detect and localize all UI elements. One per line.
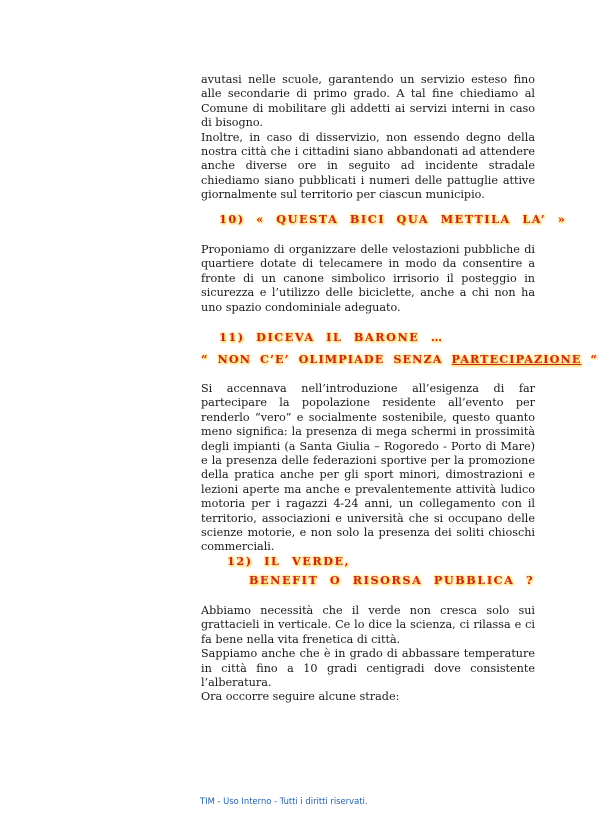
section-12-heading-line1: 12) IL VERDE, <box>227 554 351 568</box>
section-11-heading-line2 <box>201 352 598 366</box>
section-11-heading-line1: 11) DICEVA IL BARONE … <box>219 330 444 344</box>
footer-classification: TIM - Uso Interno - Tutti i diritti riservati. <box>200 796 368 806</box>
paragraph: Abbiamo necessità che il verde non cresca solo sui grattacieli in verticale. Ce lo dice la scienza, ci rilassa e ci fa bene nella vita frenetica di città. <box>201 604 535 646</box>
paragraph: avutasi nelle scuole, garantendo un servizio esteso fino alle secondarie di primo grado. A tal fine chiediamo al Comune di mobilitare gli addetti ai servizi interni in caso di bisogno. <box>201 73 535 130</box>
paragraph: Proponiamo di organizzare delle velostazioni pubbliche di quartiere dotate di telecamere in modo da consentire a fronte di un canone simbolico irrisorio il posteggio in sicurezza e l’utilizzo delle biciclette, anche a chi non ha uno spazio condominiale adeguato. <box>201 243 535 314</box>
heading-text: “ <box>581 352 598 366</box>
section-11-body <box>201 382 535 555</box>
section-10-heading: 10) « QUESTA BICI QUA METTILA LA’ » <box>219 212 567 226</box>
heading-text: “ NON C’E’ OLIMPIADE SENZA <box>201 352 452 366</box>
paragraph: Si accennava nell’introduzione all’esigenza di far partecipare la popolazione residente all’evento per renderlo “vero” e socialmente sostenibile, questo quanto meno significa: la presenza di mega schermi in prossimità degli impianti (a Santa Giulia – Rogoredo - Porto di Mare) e la presenza delle federazioni sportive per la promozione della pratica anche per gli sport minori, dimostrazioni e lezioni aperte ma anche e prevalentemente attività ludico motoria per i ragazzi 4-24 anni, un collegamento con il territorio, associazioni e università che si occupano delle scienze motorie, e non solo la presenza dei soliti chioschi commerciali. <box>201 382 535 554</box>
section-12-heading-line2: BENEFIT O RISORSA PUBBLICA ? <box>249 573 535 587</box>
intro-continuation <box>201 73 535 203</box>
section-12-body <box>201 604 535 705</box>
paragraph: Ora occorre seguire alcune strade: <box>201 690 400 704</box>
paragraph: Sappiamo anche che è in grado di abbassare temperature in città fino a 10 gradi centigradi dove consistente l’alberatura. <box>201 647 535 690</box>
paragraph: Inoltre, in caso di disservizio, non essendo degno della nostra città che i cittadini siano abbandonati ad attendere anche diverse ore in seguito ad incidente stradale chiediamo siano pubblicati i numeri delle pattuglie attive giornalmente sul territorio per ciascun municipio. <box>201 130 535 202</box>
heading-underlined-text: PARTECIPAZIONE <box>451 352 582 366</box>
section-10-body <box>201 243 535 315</box>
